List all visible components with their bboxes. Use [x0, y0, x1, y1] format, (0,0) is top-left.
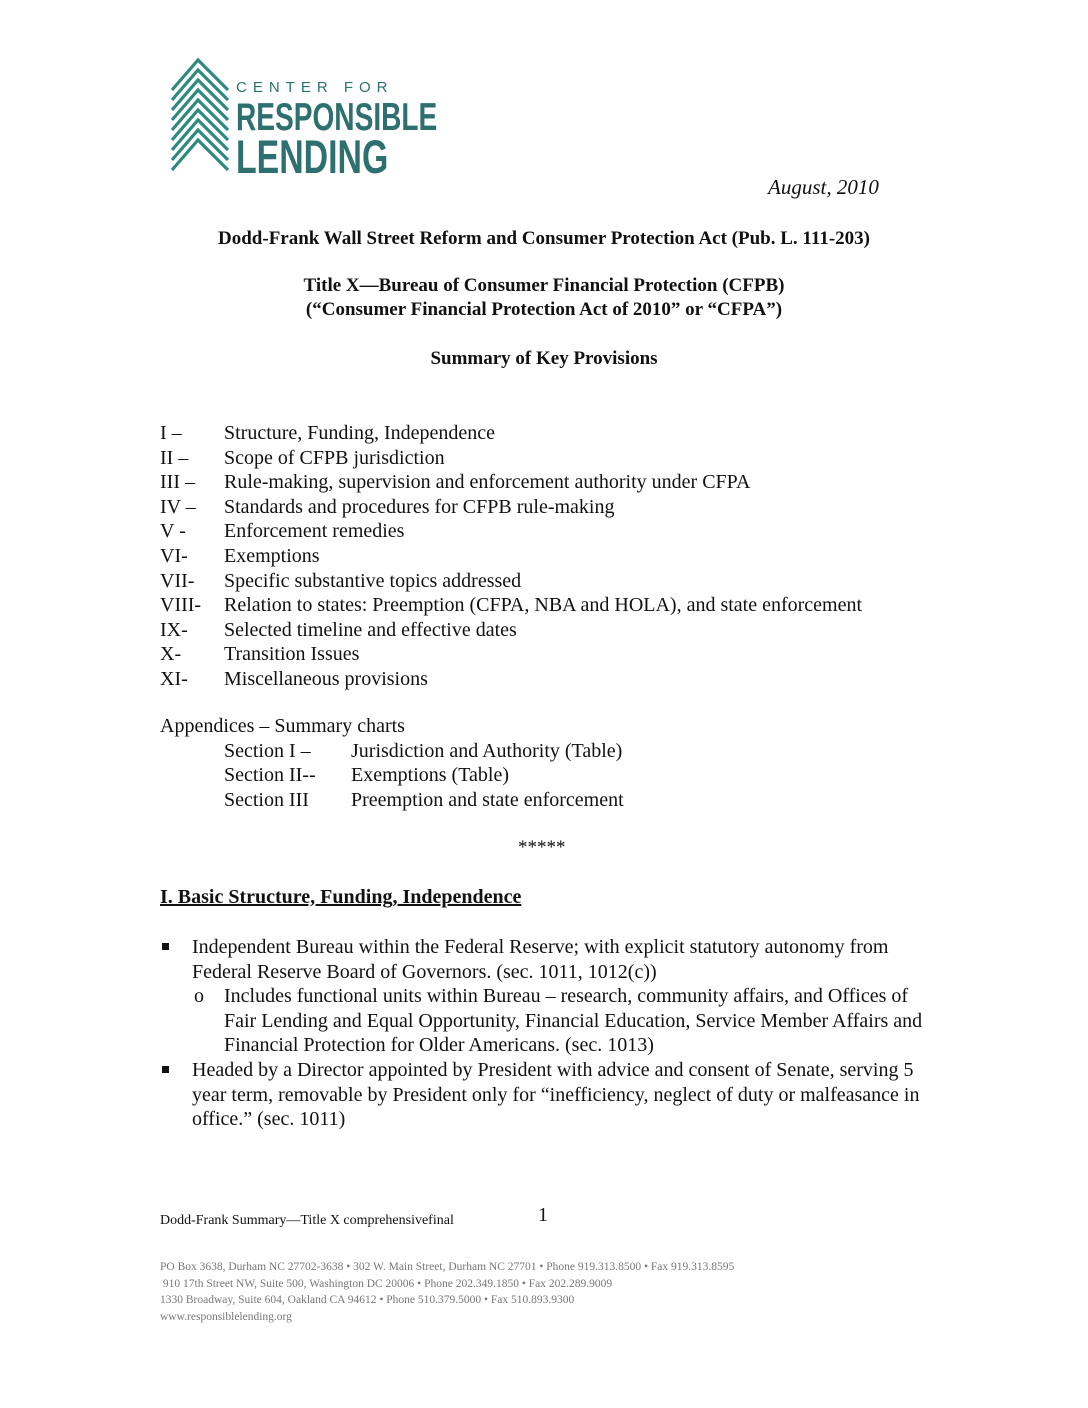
- appendix-text: Preemption and state enforcement: [351, 788, 624, 811]
- appendix-section: Section I –: [224, 739, 311, 762]
- circle-bullet-icon: o: [194, 985, 204, 1008]
- toc-number: VII-: [160, 569, 195, 592]
- address-oakland: 1330 Broadway, Suite 604, Oakland CA 94612 • Phone 510.379.5000 • Fax 510.893.9300: [160, 1294, 575, 1306]
- act-title: Dodd-Frank Wall Street Reform and Consumer Protection Act (Pub. L. 111-203): [218, 228, 870, 249]
- toc-item: [160, 618, 862, 643]
- square-bullet-icon: [162, 943, 169, 950]
- toc-text: Rule-making, supervision and enforcement authority under CFPA: [224, 471, 751, 494]
- bullet-item: [160, 1058, 930, 1132]
- building-stripes-icon: [168, 48, 238, 178]
- toc-text: Selected timeline and effective dates: [224, 618, 517, 641]
- toc-text: Scope of CFPB jurisdiction: [224, 446, 445, 469]
- summary-heading: Summary of Key Provisions: [430, 348, 658, 369]
- toc-item: [160, 544, 862, 569]
- appendix-text: Jurisdiction and Authority (Table): [351, 739, 623, 762]
- logo-line-responsible: RESPONSIBLE: [236, 96, 438, 139]
- toc-number: IX-: [160, 618, 188, 641]
- address-washington: 910 17th Street NW, Suite 500, Washington DC 20006 • Phone 202.349.1850 • Fax 202.289.9009: [160, 1277, 613, 1290]
- toc-number: V -: [160, 520, 186, 543]
- toc-number: XI-: [160, 667, 188, 690]
- toc-number: VIII-: [160, 594, 202, 617]
- logo-line-lending: LENDING: [236, 130, 389, 183]
- website-link[interactable]: www.responsiblelending.org: [160, 1310, 292, 1323]
- title-x-heading: Title X—Bureau of Consumer Financial Protection (CFPB): [303, 275, 785, 296]
- toc-number: X-: [160, 643, 182, 666]
- toc-text: Relation to states: Preemption (CFPA, NBA and HOLA), and state enforcement: [224, 594, 863, 617]
- crl-logo: [168, 48, 438, 183]
- appendix-item: [160, 788, 624, 813]
- section-separator: *****: [518, 837, 566, 858]
- logo-wordmark: [236, 79, 516, 183]
- section-1-bullets: [160, 935, 930, 1132]
- toc-item: [160, 421, 862, 446]
- footer-doc-name: Dodd-Frank Summary—Title X comprehensivefinal: [160, 1213, 454, 1228]
- sub-bullet-item: [160, 984, 930, 1058]
- section-1-heading: I. Basic Structure, Funding, Independence: [160, 886, 522, 908]
- toc-text: Enforcement remedies: [224, 520, 405, 543]
- toc-item: [160, 667, 862, 692]
- toc-item: [160, 519, 862, 544]
- appendix-section: Section III: [224, 788, 309, 811]
- toc-text: Structure, Funding, Independence: [224, 422, 496, 444]
- appendices-list: [160, 714, 624, 812]
- appendices-heading: Appendices – Summary charts: [160, 715, 405, 737]
- toc-text: Specific substantive topics addressed: [224, 569, 522, 592]
- toc-item: [160, 569, 862, 594]
- appendix-item: [160, 763, 624, 788]
- toc-text: Miscellaneous provisions: [224, 667, 428, 690]
- toc-text: Exemptions: [224, 544, 320, 567]
- address-durham: PO Box 3638, Durham NC 27702-3638 • 302 W. Main Street, Durham NC 27701 • Phone 919.313.8500 • Fax 919.313.8595: [160, 1261, 735, 1273]
- toc-number: III –: [160, 471, 195, 494]
- toc-item: [160, 446, 862, 471]
- appendix-section: Section II--: [224, 764, 316, 787]
- bullet-text: Independent Bureau within the Federal Reserve; with explicit statutory autonomy from Federal Reserve Board of Governors. (sec. 1011, 1012(c)): [192, 936, 889, 983]
- table-of-contents: [160, 421, 862, 692]
- toc-number: I –: [160, 422, 182, 444]
- document-date: August, 2010: [768, 175, 879, 199]
- footer-addresses: [160, 1259, 734, 1325]
- toc-item: [160, 470, 862, 495]
- toc-item: [160, 495, 862, 520]
- bullet-item: [160, 935, 930, 984]
- toc-text: Transition Issues: [224, 643, 360, 666]
- toc-number: VI-: [160, 544, 188, 567]
- toc-item: [160, 642, 862, 667]
- page-number: 1: [538, 1204, 548, 1226]
- toc-number: II –: [160, 446, 189, 469]
- sub-bullet-text: Includes functional units within Bureau – research, community affairs, and Offices of Fair Lending and Equal Opportunity, Financial Education, Service Member Affairs and Financial Protection for Older Americans. (sec. 1013): [224, 985, 923, 1057]
- toc-item: [160, 593, 862, 618]
- appendix-item: [160, 739, 624, 764]
- appendix-text: Exemptions (Table): [351, 764, 509, 787]
- cfpa-subtitle: (“Consumer Financial Protection Act of 2010” or “CFPA”): [305, 299, 783, 320]
- toc-number: IV –: [160, 495, 196, 518]
- square-bullet-icon: [162, 1066, 169, 1073]
- toc-text: Standards and procedures for CFPB rule-making: [224, 495, 615, 518]
- logo-line-center-for: CENTER FOR: [236, 79, 394, 96]
- bullet-text: Headed by a Director appointed by President with advice and consent of Senate, serving 5 year term, removable by President only for “inefficiency, neglect of duty or malfeasance in office.” (sec. 1011): [192, 1058, 920, 1131]
